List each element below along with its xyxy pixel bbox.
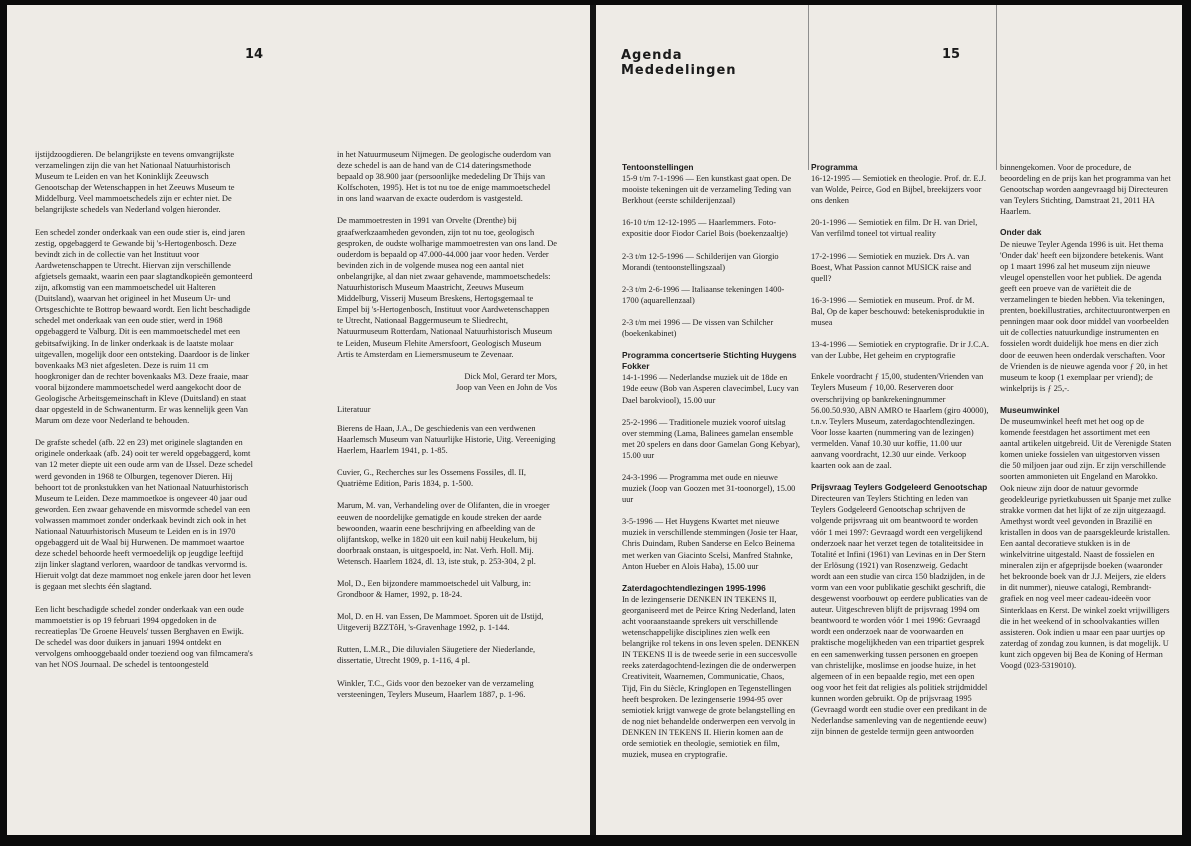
right-page [596,5,1182,835]
agenda-entry: 15-9 t/m 7-1-1996 — Een kunstkast gaat open. De mooiste tekeningen uit de verzameling Teding van Berkhout (eerste schilderijenzaal) [622,174,792,206]
agenda-entry: 20-1-1996 — Semiotiek en film. Dr H. van Driel, Van verfilmd toneel tot virtual reality [811,218,978,239]
agenda-entry: 2-3 t/m mei 1996 — De vissen van Schilcher (boekenkabinet) [622,317,774,339]
section-title: Prijsvraag Teylers Godgeleerd Genootschap [811,482,988,493]
column-rule [996,5,997,170]
literature-item: Mol, D., Een bijzondere mammoetschedel uit Valburg, in: Grondboor & Hamer, 1992, p. 18-24. [337,579,531,600]
section-paragraph: De nieuwe Teyler Agenda 1996 is uit. Het thema 'Onder dak' heeft een bijzondere betekenis. Want op 1 maart 1996 zal het museum zijn nieuwe vleugel openstellen voor het publiek. De agenda geeft een proeve van de variëteit die de verzamelingen te bieden hebben. Via tekeningen, prenten, boekillustraties, architectuurontwerpen en penningen maar ook door middel van voorbeelden uit de collecties natuurkundige instrumenten en fossielen wordt duidelijk hoe mens en dier zich door de eeuwen heen onderdak verschaften. Voor de Vrienden is de nieuwe agenda voor ƒ 20, in het museum te koop (1 exemplaar per vriend); de winkelprijs is ƒ 25,-. [1000,239,1170,393]
section-tentoonstellingen [622,162,800,339]
literature-item: Bierens de Haan, J.A., De geschiedenis van een verdwenen Haarlemsch Museum van Natuurlijke Historie, Uitg. Vereeniging Haerlem, Haarlem 1941, p. 1-85. [337,423,556,456]
section-programma [811,162,989,471]
paragraph: De grafste schedel (afb. 22 en 23) met originele slagtanden en originele onderkaak (afb. 24) ooit ter wereld opgebaggerd, komt van 12 meter diepte uit een oude arm van de IJssel. Deze schedel werd gevonden in 1968 te Olburgen, tegenover Dieren. Hij behoort tot de pronkstukken van het Nationaal Natuurhistorisch Museum te Leiden. Deze mammoetkoe is ongeveer 40 jaar oud geworden. Een zwaar gehavende en misvormde schedel van een volwassen mammoet zonder onderkaak bevindt zich ook in het Nationaal Natuurhistorisch Museum te Leiden en is in 1970 opgebaggerd uit de Waal bij Hurwenen. De mammoet waartoe deze schedel behoorde heeft vermoedelijk op jeugdige leeftijd zijn linker slagtand verloren, waardoor de tandkas vervormd is. Hieruit volgt dat deze mammoet nog enkele jaren door het leven is gegaan met slechts één slagtand. [35,438,253,592]
section-paragraph: Enkele voordracht ƒ 15,00, studenten/Vrienden van Teylers Museum ƒ 10,00. Reserveren door overschrijving op bankrekeningnummer 56.00.50.930, ABN AMRO te Haarlem (giro 40000), t.n.v. Teylers Museum, zaterdagochtendlezingen. Voor losse kaarten (nummering van de lezingen) vermelden. Vanaf 10.30 uur koffie, 11.00 uur aanvang voordracht, 12.30 uur einde. Verkoop kaarten ook aan de zaal. [811,372,989,471]
agenda-entry: 16-3-1996 — Semiotiek en museum. Prof. dr M. Bal, Op de kaper beschouwd: betekenisproduktie in musea [811,295,985,328]
literature-item: Cuvier, G., Recherches sur les Ossemens Fossiles, dl. II, Quatrième Edition, Paris 1834, p. 1-500. [337,468,527,489]
section-onder-dak [1000,227,1172,393]
page-heading [621,48,737,78]
section-title: Programma [811,162,858,172]
section-title: Zaterdagochtendlezingen 1995-1996 [622,582,766,593]
section-museumwinkel [1000,405,1172,671]
left-column-1 [35,149,253,681]
literature-item: Marum, M. van, Verhandeling over de Olifanten, die in vroeger eeuwen de noordelijke gematigde en koude streken der aarde bewoonden, waarin eene beschrijving en afbeelding van de olijfantskop, welke in 1820 uit een kuil nabij Heukelum, bij doorbraak onstaan, is uitgespoeld, in: Nat. Verh. Holl. Mij. Wetensch. Haarlem 1824, dl. 13, iste stuk, p. 253-304, 2 pl. [337,501,550,566]
section-paragraph: Directeuren van Teylers Stichting en leden van Teylers Godgeleerd Genootschap schrijven de volgende prijsvraag uit om beantwoord te worden vóór 1 mei 1997: Gevraagd wordt een vergelijkend onderzoek naar het verzet tegen de totaliteitsidee in Totalité et Infini (1961) van Levinas en in Der Stern der Erlösung (1921) van Rosenzweig. Gedacht wordt aan een studie van circa 150 bladzijden, in de vorm van een voor publikatie geschikt geschrift, die desgewenst voorbouwt op eerdere publicaties van de auteur. Uitgeschreven blijft de prijsvraag 1994 om beantwoord te worden vóór 1 mei 1996: Gevraagd wordt een onderzoek naar de voorwaarden en praktische mogelijkheden van een tripartiet gesprek en een samenwerking tussen personen en groepen van christelijke, moslimse en joodse huize, in het algemeen of in een bepaalde regio, met een open oog voor het feit dat religies als politiek strijdmiddel kunnen worden gebruikt. Op de prijsvraag 1995 (Gevraagd wordt een studie over een predikant in de Nederlandse samenleving van de negentiende eeuw) zijn binnen de gestelde termijn geen antwoorden [811,494,988,737]
left-page [7,5,590,835]
section-title: Tentoonstellingen [622,162,694,172]
agenda-entry: 2-3 t/m 12-5-1996 — Schilderijen van Giorgio Morandi (tentoonstellingszaal) [622,251,779,272]
signature-line: Dick Mol, Gerard ter Mors, [464,371,557,381]
section-paragraph: De museumwinkel heeft met het oog op de komende feestdagen het assortiment met een aantal artikelen uitgebreid. Uit de Verenigde Staten komen unieke fossielen van uitgestorven vissen die 50 miljoen jaar oud zijn. Er zijn verschillende soorten ammonieten uit Engeland en Marokko. Ook nieuw zijn door de natuur gevormde geodekleurige pyrietkubussen uit Spanje met zulke strakke vormen dat het lijkt of ze zijn uitgezaagd. Amethyst wordt veel gevonden in Brazilië en kristallen in doos van de paarsgekleurde kristallen. Een aantal decoratieve stukken is in de winkelvitrine uitgestald. Naast de fossielen en mineralen zijn er afgeprijsde boeken (waaronder het bekroonde boek van dr J.J. Meijers, zie elders in dit nummer), nieuwe catalogi, Rembrandt-grafiek en nog veel meer cadeau-ideeën voor Sinterklaas en Kerst. De winkel zoekt vrijwilligers die in het weekend of in schoolvakanties willen assisteren. Ook indien u maar een paar uurtjes op zaterdag of zondag zou kunnen, is dat mogelijk. U kunt zich opgeven bij Bea de Koning of Herman Voogd (023-5319010). [1000,416,1172,671]
paragraph: Een licht beschadigde schedel zonder onderkaak van een oude mammoetstier is op 19 februari 1994 opgedoken in de recreatieplas 'De Groene Heuvels' tussen Berghaven en Ewijk. De schedel was door duikers in januari 1994 ontdekt en vervolgens omhooggebaald onder toeziend oog van filmcamera's van het NOS Journaal. De schedel is tentoongesteld [35,604,253,670]
column-rule [808,5,809,170]
signature-line: Joop van Veen en John de Vos [456,382,557,392]
section-lezingen [622,583,800,761]
agenda-entry: 25-2-1996 — Traditionele muziek voorof uitslag over stemming (Lama, Balinees gamelan ensemble met 20 spelers en dans door Gamelan Gong Kebyar), 15.00 uur [622,417,800,460]
heading-mededelingen: Mededelingen [621,63,737,78]
section-paragraph: binnengekomen. Voor de procedure, de beoordeling en de prijs kan het programma van het Genootschap worden aangevraagd bij Directeuren van Teylers Stichting, Damstraat 21, 2011 HA Haarlem. [1000,163,1171,217]
agenda-entry: 3-5-1996 — Het Huygens Kwartet met nieuwe muziek in verschillende stemmingen (Josie ter Haar, Chris Duindam, Ruben Sanderse en Eelco Beinema met werken van Giacinto Scelsi, Manfred Stahnke, Anton Hueber en Alois Haba), 15.00 uur [622,517,798,571]
agenda-entry: 13-4-1996 — Semiotiek en cryptografie. Dr ir J.C.A. van der Lubbe, Het geheim en cryptografie [811,340,989,361]
paragraph: ijstijdzoogdieren. De belangrijkste en tevens omvangrijkste verzamelingen zijn die van het Nationaal Natuurhistorisch Museum te Leiden en van het Koninklijk Zeeuwsch Genootschap der Wetenschappen in het Zeeuws Museum te Middelburg. Veel mammoetschedels zijn er echter niet. De belangrijkste schedels van Nederland volgen hieronder. [35,150,235,215]
literature-item: Winkler, T.C., Gids voor den bezoeker van de verzameling versteeningen, Teylers Museum, Haarlem 1887, p. 1-96. [337,678,534,699]
page-number-right: 15 [942,47,961,62]
paragraph: De mammoetresten in 1991 van Orvelte (Drenthe) bij graafwerkzaamheden gevonden, zijn tot nu toe, geologisch gesproken, de oudste wolharige mammoetresten van ons land. De ouderdom is bepaald op 47.000-44.000 jaar voor heden. Verder bevinden zich in de volgende musea nog een aantal niet onbelangrijke, al dan niet zwaar gehavende, mammoetschedels: Natuurhistorisch Museum Maastricht, Zeeuws Museum Middelburg, Visserij Museum Breskens, Hertogsgemaal te Empel bij 's-Hertogenbosch, Instituut voor Aardwetenschappen te Utrecht, Nationaal Baggermuseum te Sliedrecht, Natuurmuseum Rotterdam, Nationaal Natuurhistorisch Museum te Leiden, Museum Flehite Amersfoort, Geologisch Museum Artis te Amsterdam en Liemersmuseum te Zevenaar. [337,216,558,359]
agenda-entry: 24-3-1996 — Programma met oude en nieuwe muziek (Joop van Goozen met 31-toonorgel), 15.00 uur [622,472,796,505]
right-column-2 [811,162,989,748]
literature-item: Rutten, L.M.R., Die diluvialen Säugetiere der Niederlande, dissertatie, Utrecht 1909, p. 1-116, 4 pl. [337,645,536,666]
author-signature [337,371,557,393]
paragraph: Een schedel zonder onderkaak van een oude stier is, eind jaren zestig, opgebaggerd te Gewande bij 's-Hertogenbosch. Deze bevindt zich in de collectie van het Instituut voor Aardwetenschappen te Utrecht. Hiervan zijn verschillende afgietsels gemaakt, waarin een paar slagtandkopieën gemonteerd zijn, afkomstig van een mammoetschedel uit Halteren (Duitsland), waarvan het origineel in het Museum Ur- und Ortsgeschichte te Bottrop bewaard wordt. Een licht beschadigde schedel met onderkaak van een oude stier, werd in 1968 opgebaggerd te Valburg. Dit is een mammoetschedel met een gebitsafwijking. In de linker onderkaak is de laatste molaar uitgevallen, mogelijk door een ontsteking. Daardoor is de linker bovenkaaks M3 niet afgesleten. Deze is ruim 11 cm hoogkroniger dan de rechter bovenkaaks M3. Deze fraaie, maar vooral bijzondere mammoetschedel werd aangekocht door de Geologische Arbeitsgemeinschaft in Kleve (Duitsland) en staat daar opgesteld in de Schwanenturm. Er was kennelijk geen Van Marum om deze voor Nederland te behouden. [35,227,253,426]
agenda-entry: 16-12-1995 — Semiotiek en theologie. Prof. dr. E.J. van Wolde, Peirce, God en Bijbel, breekijzers voor ons denken [811,174,986,206]
agenda-entry: 2-3 t/m 2-6-1996 — Italiaanse tekeningen 1400-1700 (aquarellenzaal) [622,284,785,305]
page-number-left: 14 [245,47,264,62]
section-paragraph: In de lezingenserie DENKEN IN TEKENS II, georganiseerd met de Peirce Kring Nederland, laten acht vooraanstaande sprekers uit verschillende wetenschappelijke disciplines zien welk een belangrijke rol tekens in ons leven spelen. DENKEN IN TEKENS II is de tweede serie in een succesvolle reeks zaterdagochtend-lezingen die de onderwerpen Creativiteit, Waarnemen, Communicatie, Chaos, Tijd, Fin du Siècle, Kringlopen en Tegenstellingen heeft besproken. De lezingenserie 1994-95 over semiotiek krijgt vanwege de grote belangstelling en de nog niet behandelde onderwerpen een vervolg in DENKEN IN TEKENS II. Hierin komen aan de orde semiotiek en theologie, semiotiek en film, muziek, musea en cryptografie. [622,594,800,760]
section-title: Museumwinkel [1000,404,1060,415]
literature-list [337,423,557,700]
literature-item: Mol, D. en H. van Essen, De Mammoet. Sporen uit de IJstijd, Uitgeverij BZZTôH, 's-Gravenhage 1992, p. 1-144. [337,612,544,633]
left-column-2 [337,149,557,711]
agenda-entry: 17-2-1996 — Semiotiek en muziek. Drs A. van Boest, What Passion cannot MUSICK raise and quell? [811,251,972,283]
section-prijsvraag [811,482,989,737]
right-column-3 [1000,162,1172,682]
section-concertserie [622,350,800,572]
section-title: Onder dak [1000,227,1042,238]
section-title: Programma concertserie Stichting Huygens Fokker [622,350,797,372]
agenda-entry: 14-1-1996 — Nederlandse muziek uit de 18de en 19de eeuw (Bob van Asperen clavecimbel, Lucy van Dael barokviool), 15.00 uur [622,373,799,405]
paragraph: in het Natuurmuseum Nijmegen. De geologische ouderdom van deze schedel is aan de hand van de C14 dateringsmethode bepaald op 38.900 jaar (persoonlijke mededeling Dr Thijs van Kolfschoten, 1995). Het is tot nu toe de enige mammoetschedel in ons land waarvan de exacte ouderdom is vastgesteld. [337,150,551,204]
heading-agenda: Agenda [621,48,683,63]
agenda-entry: 16-10 t/m 12-12-1995 — Haarlemmers. Foto-expositie door Fiodor Cariel Bois (boekenzaaltje) [622,218,788,239]
literature-heading: Literatuur [337,404,371,414]
right-column-1 [622,162,800,771]
